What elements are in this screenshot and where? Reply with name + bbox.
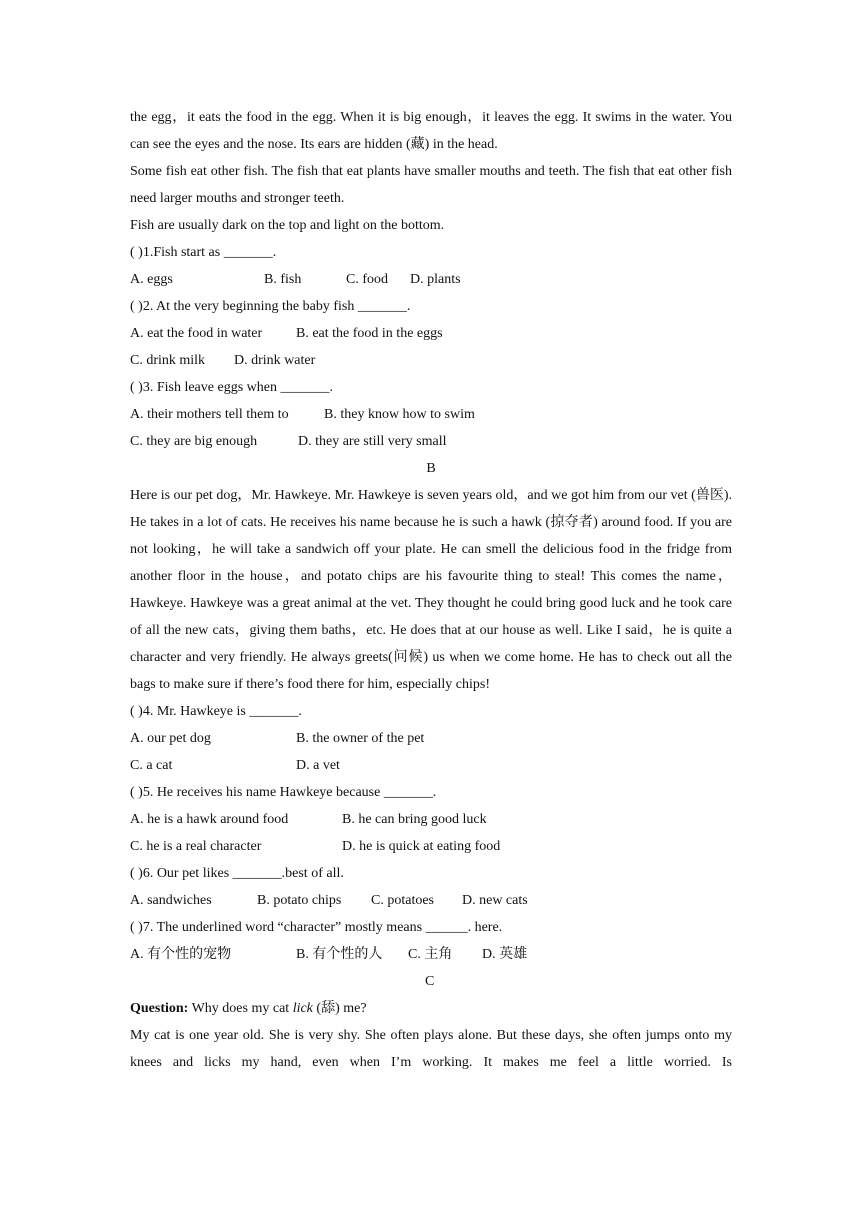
q5-option-a: A. he is a hawk around food: [130, 812, 289, 827]
q1-option-a: A. eggs: [130, 272, 173, 287]
q2-option-a: A. eat the food in water: [130, 326, 263, 341]
q6-option-b: B. potato chips: [257, 893, 342, 908]
question-c-text-post: (舔) me?: [312, 1001, 367, 1016]
q1-option-b: B. fish: [264, 272, 302, 287]
q4-option-c: C. a cat: [130, 758, 173, 773]
question-1-options: [130, 266, 732, 293]
q3-option-c: C. they are big enough: [130, 434, 258, 449]
passage-a-paragraph-3: Fish are usually dark on the top and light on the bottom.: [130, 218, 445, 233]
passage-b-paragraph: Here is our pet dog，Mr. Hawkeye. Mr. Hawkeye is seven years old，and we got him from our vet (兽医). He takes in a lot of cats. He receives his name because he is such a hawk (掠夺者) around food. If you are not looking，he will take a sandwich off your plate. He can smell the delicious food in the fridge from another floor in the house，and potato chips are his favourite thing to steal! This comes the name，Hawkeye. Hawkeye was a great animal at the vet. They thought he could bring good luck and he took care of all the new cats，giving them baths，etc. He does that at our house as well. Like I said，he is quite a character and very friendly. He always greets(问候) us when we come home. He has to check out all the bags to make sure if there’s food there for him, especially chips!: [130, 488, 732, 692]
question-4-options-row-1: [130, 725, 732, 752]
question-5-options-row-1: [130, 806, 732, 833]
question-c-word: lick: [292, 1001, 313, 1016]
q7-option-b: B. 有个性的人: [296, 947, 383, 962]
q7-option-c: C. 主角: [408, 947, 453, 962]
q7-option-a: A. 有个性的宠物: [130, 947, 232, 962]
q5-option-b: B. he can bring good luck: [342, 812, 487, 827]
q5-option-d: D. he is quick at eating food: [342, 839, 501, 854]
question-2-options-row-2: [130, 347, 732, 374]
q1-option-d: D. plants: [410, 272, 461, 287]
question-1-stem: ( )1.Fish start as _______.: [130, 245, 277, 260]
q7-option-d: D. 英雄: [482, 947, 528, 962]
q3-option-b: B. they know how to swim: [324, 407, 475, 422]
question-5-stem: ( )5. He receives his name Hawkeye because _______.: [130, 785, 437, 800]
q4-option-d: D. a vet: [296, 758, 340, 773]
question-2-options-row-1: [130, 320, 732, 347]
passage-c-paragraph: My cat is one year old. She is very shy. She often plays alone. But these days, she often jumps onto my knees and licks my hand, even when I’m working. It makes me feel a little worried. Is: [130, 1028, 732, 1070]
section-c-heading: [130, 968, 732, 995]
document-page: [130, 104, 732, 1076]
question-6-options: [130, 887, 732, 914]
question-c-text-pre: Why does my cat: [188, 1001, 293, 1016]
q5-option-c: C. he is a real character: [130, 839, 262, 854]
question-7-options: [130, 941, 732, 968]
q2-option-b: B. eat the food in the eggs: [296, 326, 443, 341]
q6-option-d: D. new cats: [462, 893, 528, 908]
section-c-letter: C: [425, 974, 435, 989]
q2-option-c: C. drink milk: [130, 353, 206, 368]
q4-option-b: B. the owner of the pet: [296, 731, 425, 746]
q2-option-d: D. drink water: [234, 353, 316, 368]
q3-option-d: D. they are still very small: [298, 434, 447, 449]
question-6-stem: ( )6. Our pet likes _______.best of all.: [130, 866, 344, 881]
question-5-options-row-2: [130, 833, 732, 860]
q6-option-c: C. potatoes: [371, 893, 434, 908]
q4-option-a: A. our pet dog: [130, 731, 211, 746]
q1-option-c: C. food: [346, 272, 388, 287]
passage-a-paragraph-1: the egg，it eats the food in the egg. When it is big enough，it leaves the egg. It swims in the water. You can see the eyes and the nose. Its ears are hidden (藏) in the head.: [130, 110, 732, 152]
question-3-stem: ( )3. Fish leave eggs when _______.: [130, 380, 333, 395]
section-b-heading: B: [426, 461, 436, 476]
question-c-line: [130, 995, 732, 1022]
question-c-label: Question:: [130, 1001, 189, 1016]
question-4-stem: ( )4. Mr. Hawkeye is _______.: [130, 704, 302, 719]
question-7-stem: ( )7. The underlined word “character” mostly means ______. here.: [130, 920, 503, 935]
passage-a-paragraph-2: Some fish eat other fish. The fish that eat plants have smaller mouths and teeth. The fish that eat other fish need larger mouths and stronger teeth.: [130, 164, 732, 206]
q6-option-a: A. sandwiches: [130, 893, 212, 908]
question-4-options-row-2: [130, 752, 732, 779]
question-3-options-row-2: [130, 428, 732, 455]
q3-option-a: A. their mothers tell them to: [130, 407, 289, 422]
question-2-stem: ( )2. At the very beginning the baby fish _______.: [130, 299, 411, 314]
question-3-options-row-1: [130, 401, 732, 428]
